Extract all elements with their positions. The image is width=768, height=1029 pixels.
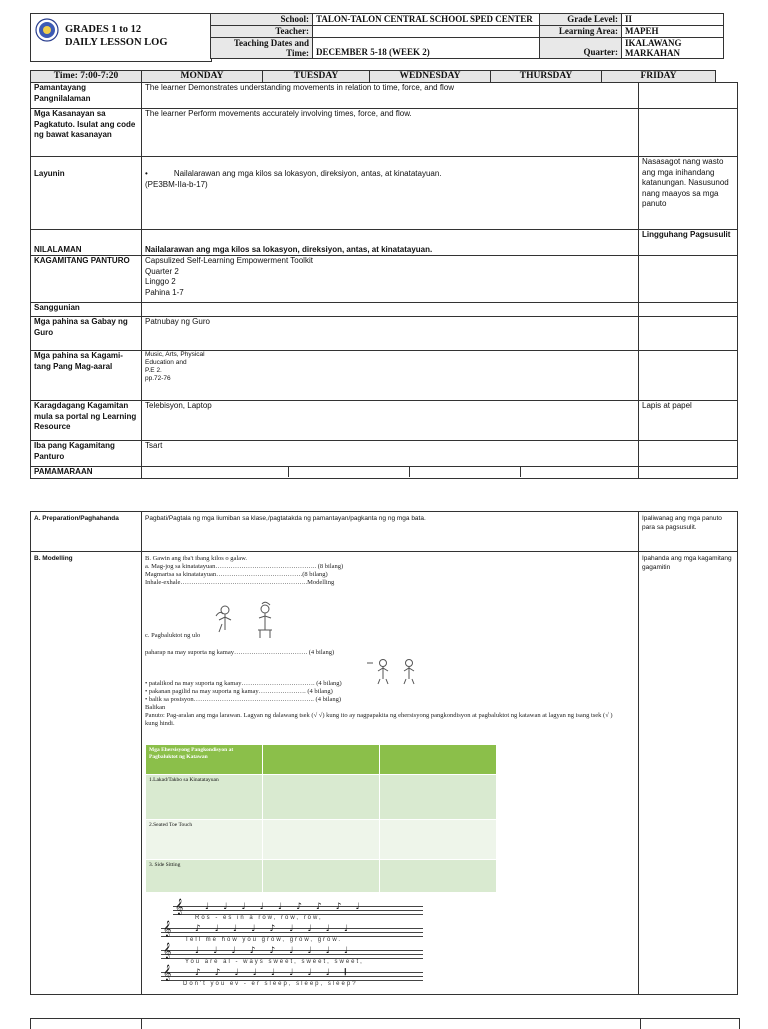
green-row-2-col2 bbox=[263, 820, 380, 860]
green-row-1: 1.Lakad/Takbo sa Kinatatayuan bbox=[146, 775, 263, 820]
exercise-check-table bbox=[145, 744, 497, 893]
iba-fri bbox=[639, 441, 738, 467]
kagamitan-fri bbox=[639, 256, 738, 303]
notes-2: ♪♩♩♩♪♩♩♩♩ bbox=[195, 924, 363, 934]
kagamitang-mag-line4: pp.72-76 bbox=[145, 375, 171, 382]
kagamitang-mag-line2: Education and bbox=[145, 359, 187, 366]
pamamaraan-cells bbox=[142, 467, 639, 479]
school-value: TALON-TALON CENTRAL SCHOOL SPED CENTER bbox=[313, 14, 540, 26]
line-balik: • balik sa posisyon……………………………………………….. (4 bilang) bbox=[145, 696, 342, 703]
green-header-col2 bbox=[263, 745, 380, 775]
green-row-1-col3 bbox=[380, 775, 497, 820]
treble-clef-icon: 𝄞 bbox=[163, 965, 172, 981]
kagamitang-mag-fri bbox=[639, 351, 738, 401]
day-tuesday: TUESDAY bbox=[263, 71, 370, 83]
kagamitang-mag-cell bbox=[142, 351, 639, 401]
treble-clef-icon: 𝄞 bbox=[163, 921, 172, 937]
sanggunian-label: Sanggunian bbox=[31, 303, 142, 317]
staff-1 bbox=[155, 899, 425, 923]
sanggunian-text bbox=[142, 303, 639, 317]
prep-label: A. Preparation/Paghahanda bbox=[31, 512, 142, 552]
kagamitang-mag-label: Mga pahina sa Kagami-tang Pang Mag-aaral bbox=[31, 351, 142, 401]
dates-label bbox=[211, 38, 313, 59]
pamantayang-label: Pamantayang Pangnilalaman bbox=[31, 83, 142, 109]
day-wednesday: WEDNESDAY bbox=[370, 71, 491, 83]
title-grades: GRADES 1 to 12 bbox=[65, 24, 142, 35]
line-inhale: Inhale-exhale…………………………………………………..Modelling bbox=[145, 579, 335, 586]
line-paharap: paharap na may suporta ng kamay……………………………. (4 bilang) bbox=[145, 649, 335, 656]
nilalaman-text: Nailalarawan ang mga kilos sa lokasyon, direksiyon, antas, at kinatatayuan. bbox=[142, 230, 639, 256]
music-score bbox=[155, 899, 425, 991]
title-dll: DAILY LESSON LOG bbox=[65, 37, 168, 48]
sanggunian-fri bbox=[639, 303, 738, 317]
deped-seal-icon bbox=[35, 18, 59, 42]
treble-clef-icon: 𝄞 bbox=[175, 899, 184, 915]
line-pakanan: • pakanan pagilid na may suporta ng kamay…………………. (4 bilang) bbox=[145, 688, 333, 695]
row-gabay bbox=[31, 317, 738, 351]
kasanayan-fri bbox=[639, 109, 738, 157]
green-row-1-col2 bbox=[263, 775, 380, 820]
row-iba bbox=[31, 441, 738, 467]
pamamaraan-wed bbox=[410, 467, 521, 477]
kagamitan-line3: Linggo 2 bbox=[145, 277, 176, 286]
extra-exercise-lines bbox=[145, 680, 625, 728]
portal-label: Karagdagang Kagamitan mula sa portal ng Learning Resource bbox=[31, 401, 142, 441]
grade-label: Grade Level: bbox=[540, 14, 622, 26]
kagamitang-mag-line1: Music, Arts, Physical bbox=[145, 351, 205, 358]
lyric-2: Tell me how you grow, grow, grow. bbox=[185, 937, 343, 943]
area-label: Learning Area: bbox=[540, 26, 622, 38]
teacher-label: Teacher: bbox=[211, 26, 313, 38]
nilalaman-fri: Lingguhang Pagsusulit bbox=[639, 230, 738, 256]
school-label: School: bbox=[211, 14, 313, 26]
prep-text: Pagbati/Pagtala ng mga liumiban sa klase,/pagtatakda ng pamantayan/pagkanta ng ng mga bata. bbox=[142, 512, 639, 552]
model-label: B. Modelling bbox=[31, 552, 142, 995]
day-thursday: THURSDAY bbox=[491, 71, 602, 83]
pamamaraan-tue bbox=[289, 467, 410, 477]
model-fri: Ipahanda ang mga kagamitang gagamitin bbox=[639, 552, 738, 995]
nilalaman-label: NILALAMAN bbox=[31, 230, 142, 256]
line-pagbaluktot: c. Pagbaluktot ng ulo bbox=[145, 632, 201, 639]
time-cell: Time: 7:00-7:20 bbox=[31, 71, 142, 83]
modelling-instructions bbox=[145, 555, 625, 587]
row-pamamaraan bbox=[31, 467, 738, 479]
quarter-value: IKALAWANG MARKAHAN bbox=[622, 38, 724, 59]
staff-2 bbox=[155, 921, 425, 945]
green-row-2-col3 bbox=[380, 820, 497, 860]
pamamaraan-fri bbox=[639, 467, 738, 479]
iba-text: Tsart bbox=[142, 441, 639, 467]
green-row-3-col2 bbox=[263, 860, 380, 893]
green-row-2: 2.Seated Toe Touch bbox=[146, 820, 263, 860]
row-sanggunian bbox=[31, 303, 738, 317]
staff-3 bbox=[155, 943, 425, 967]
line-jog: a. Mag-jog sa kinatatayuan……………………………………….. (8 bilang) bbox=[145, 563, 344, 570]
kasanayan-label: Mga Kasanayan sa Pagkatuto. Isulat ang code ng bawat kasanayan bbox=[31, 109, 142, 157]
day-monday: MONDAY bbox=[142, 71, 263, 83]
notes-3: ♩♩♩♪♪♩♩♩♩ bbox=[195, 946, 363, 956]
lyric-3: You are al - ways sweet, sweet, sweet, bbox=[185, 959, 364, 965]
green-header-col3 bbox=[380, 745, 497, 775]
layunin-fri: Nasasagot nang wasto ang mga inihandang katanungan. Nasusunod nang maayos sa mga panuto bbox=[639, 157, 738, 230]
row-portal bbox=[31, 401, 738, 441]
portal-text: Telebisyon, Laptop bbox=[142, 401, 639, 441]
kagamitan-cell bbox=[142, 256, 639, 303]
kagamitan-label: KAGAMITANG PANTURO bbox=[31, 256, 142, 303]
layunin-text: Nailalarawan ang mga kilos sa lokasyon, direksiyon, antas, at kinatatayuan. bbox=[173, 169, 442, 178]
dates-label-line2: Time: bbox=[286, 48, 309, 58]
kagamitan-line1: Capsulized Self-Learning Empowerment Toolkit bbox=[145, 256, 313, 265]
row-kasanayan bbox=[31, 109, 738, 157]
kagamitan-line2: Quarter 2 bbox=[145, 266, 179, 276]
staff-4 bbox=[155, 965, 425, 991]
exercise-figure-icon bbox=[210, 600, 290, 640]
notes-4: ♪♪♩♩♩♩♩♩𝄂 bbox=[195, 968, 360, 978]
gabay-label: Mga pahina sa Gabay ng Guro bbox=[31, 317, 142, 351]
kagamitang-mag-line3: P.E 2. bbox=[145, 367, 162, 374]
header-table bbox=[210, 13, 724, 59]
layunin-cell bbox=[142, 157, 639, 230]
line-balikan: Balikan bbox=[145, 704, 166, 711]
layunin-objective bbox=[145, 169, 635, 180]
dates-label-line1: Teaching Dates and bbox=[233, 38, 309, 48]
pamantayang-fri bbox=[639, 83, 738, 109]
area-value: MAPEH bbox=[622, 26, 724, 38]
day-friday: FRIDAY bbox=[602, 71, 716, 83]
quarter-label: Quarter: bbox=[540, 38, 622, 59]
row-nilalaman bbox=[31, 230, 738, 256]
dates-value: DECEMBER 5-18 (WEEK 2) bbox=[313, 38, 540, 59]
row-layunin bbox=[31, 157, 738, 230]
lyric-4: Don't you ev - er sleep, sleep, sleep? bbox=[183, 981, 358, 987]
row-kagamitang-mag bbox=[31, 351, 738, 401]
layunin-bullet: • bbox=[145, 169, 148, 178]
grade-value: II bbox=[622, 14, 724, 26]
portal-fri: Lapis at papel bbox=[639, 401, 738, 441]
line-patalikod: • patalikod na may suporta ng kamay……………………………. (4 bilang) bbox=[145, 680, 342, 687]
row-kagamitan bbox=[31, 256, 738, 303]
teacher-value bbox=[313, 26, 540, 38]
gabay-text: Patnubay ng Guro bbox=[142, 317, 639, 351]
pamamaraan-label: PAMAMARAAN bbox=[31, 467, 142, 479]
lesson-log-table bbox=[30, 82, 738, 479]
pamamaraan-mon bbox=[142, 467, 289, 477]
gabay-fri bbox=[639, 317, 738, 351]
kagamitan-line4: Pahina 1-7 bbox=[145, 287, 184, 297]
green-row-3: 3. Side Sitting bbox=[146, 860, 263, 893]
prep-fri: Ipaliwanag ang mga panuto para sa pagsusulit. bbox=[639, 512, 738, 552]
iba-label: Iba pang Kagamitang Panturo bbox=[31, 441, 142, 467]
layunin-label: Layunin bbox=[31, 157, 142, 230]
lyric-1: Ros - es in a row, row, row, bbox=[195, 915, 323, 921]
row-pamantayang bbox=[31, 83, 738, 109]
layunin-code: (PE3BM-IIa-b-17) bbox=[145, 179, 208, 189]
green-row-3-col3 bbox=[380, 860, 497, 893]
panuto-text: Panuto: Pag-aralan ang mga larawan. Lagyan ng dalawang tsek (√ √) kung ito ay nagpapakita ng ehersisyong pangkondisyon at pagbaluktot ng katawan at lagyan ng isang tsek (√ ) kung hindi. bbox=[145, 712, 613, 727]
treble-clef-icon: 𝄞 bbox=[163, 943, 172, 959]
header-title-box bbox=[30, 13, 212, 62]
kasanayan-text: The learner Perform movements accurately involving times, force, and flow. bbox=[142, 109, 639, 157]
pamantayang-text: The learner Demonstrates understanding movements in relation to time, force, and flow bbox=[142, 83, 639, 109]
line-magmartsa: Magmartsa sa kinatatayuan………………………………….(8 bilang) bbox=[145, 571, 328, 578]
row-preparation bbox=[31, 512, 738, 552]
green-header: Mga Ehersisyong Pangkondisyon at Pagbaluktot ng Katawan bbox=[146, 745, 263, 775]
notes-1: ♩♩♩♩♩♪♪♪♩ bbox=[205, 902, 374, 912]
b-heading: B. Gawin ang iba't ibang kilos o galaw. bbox=[145, 555, 248, 562]
